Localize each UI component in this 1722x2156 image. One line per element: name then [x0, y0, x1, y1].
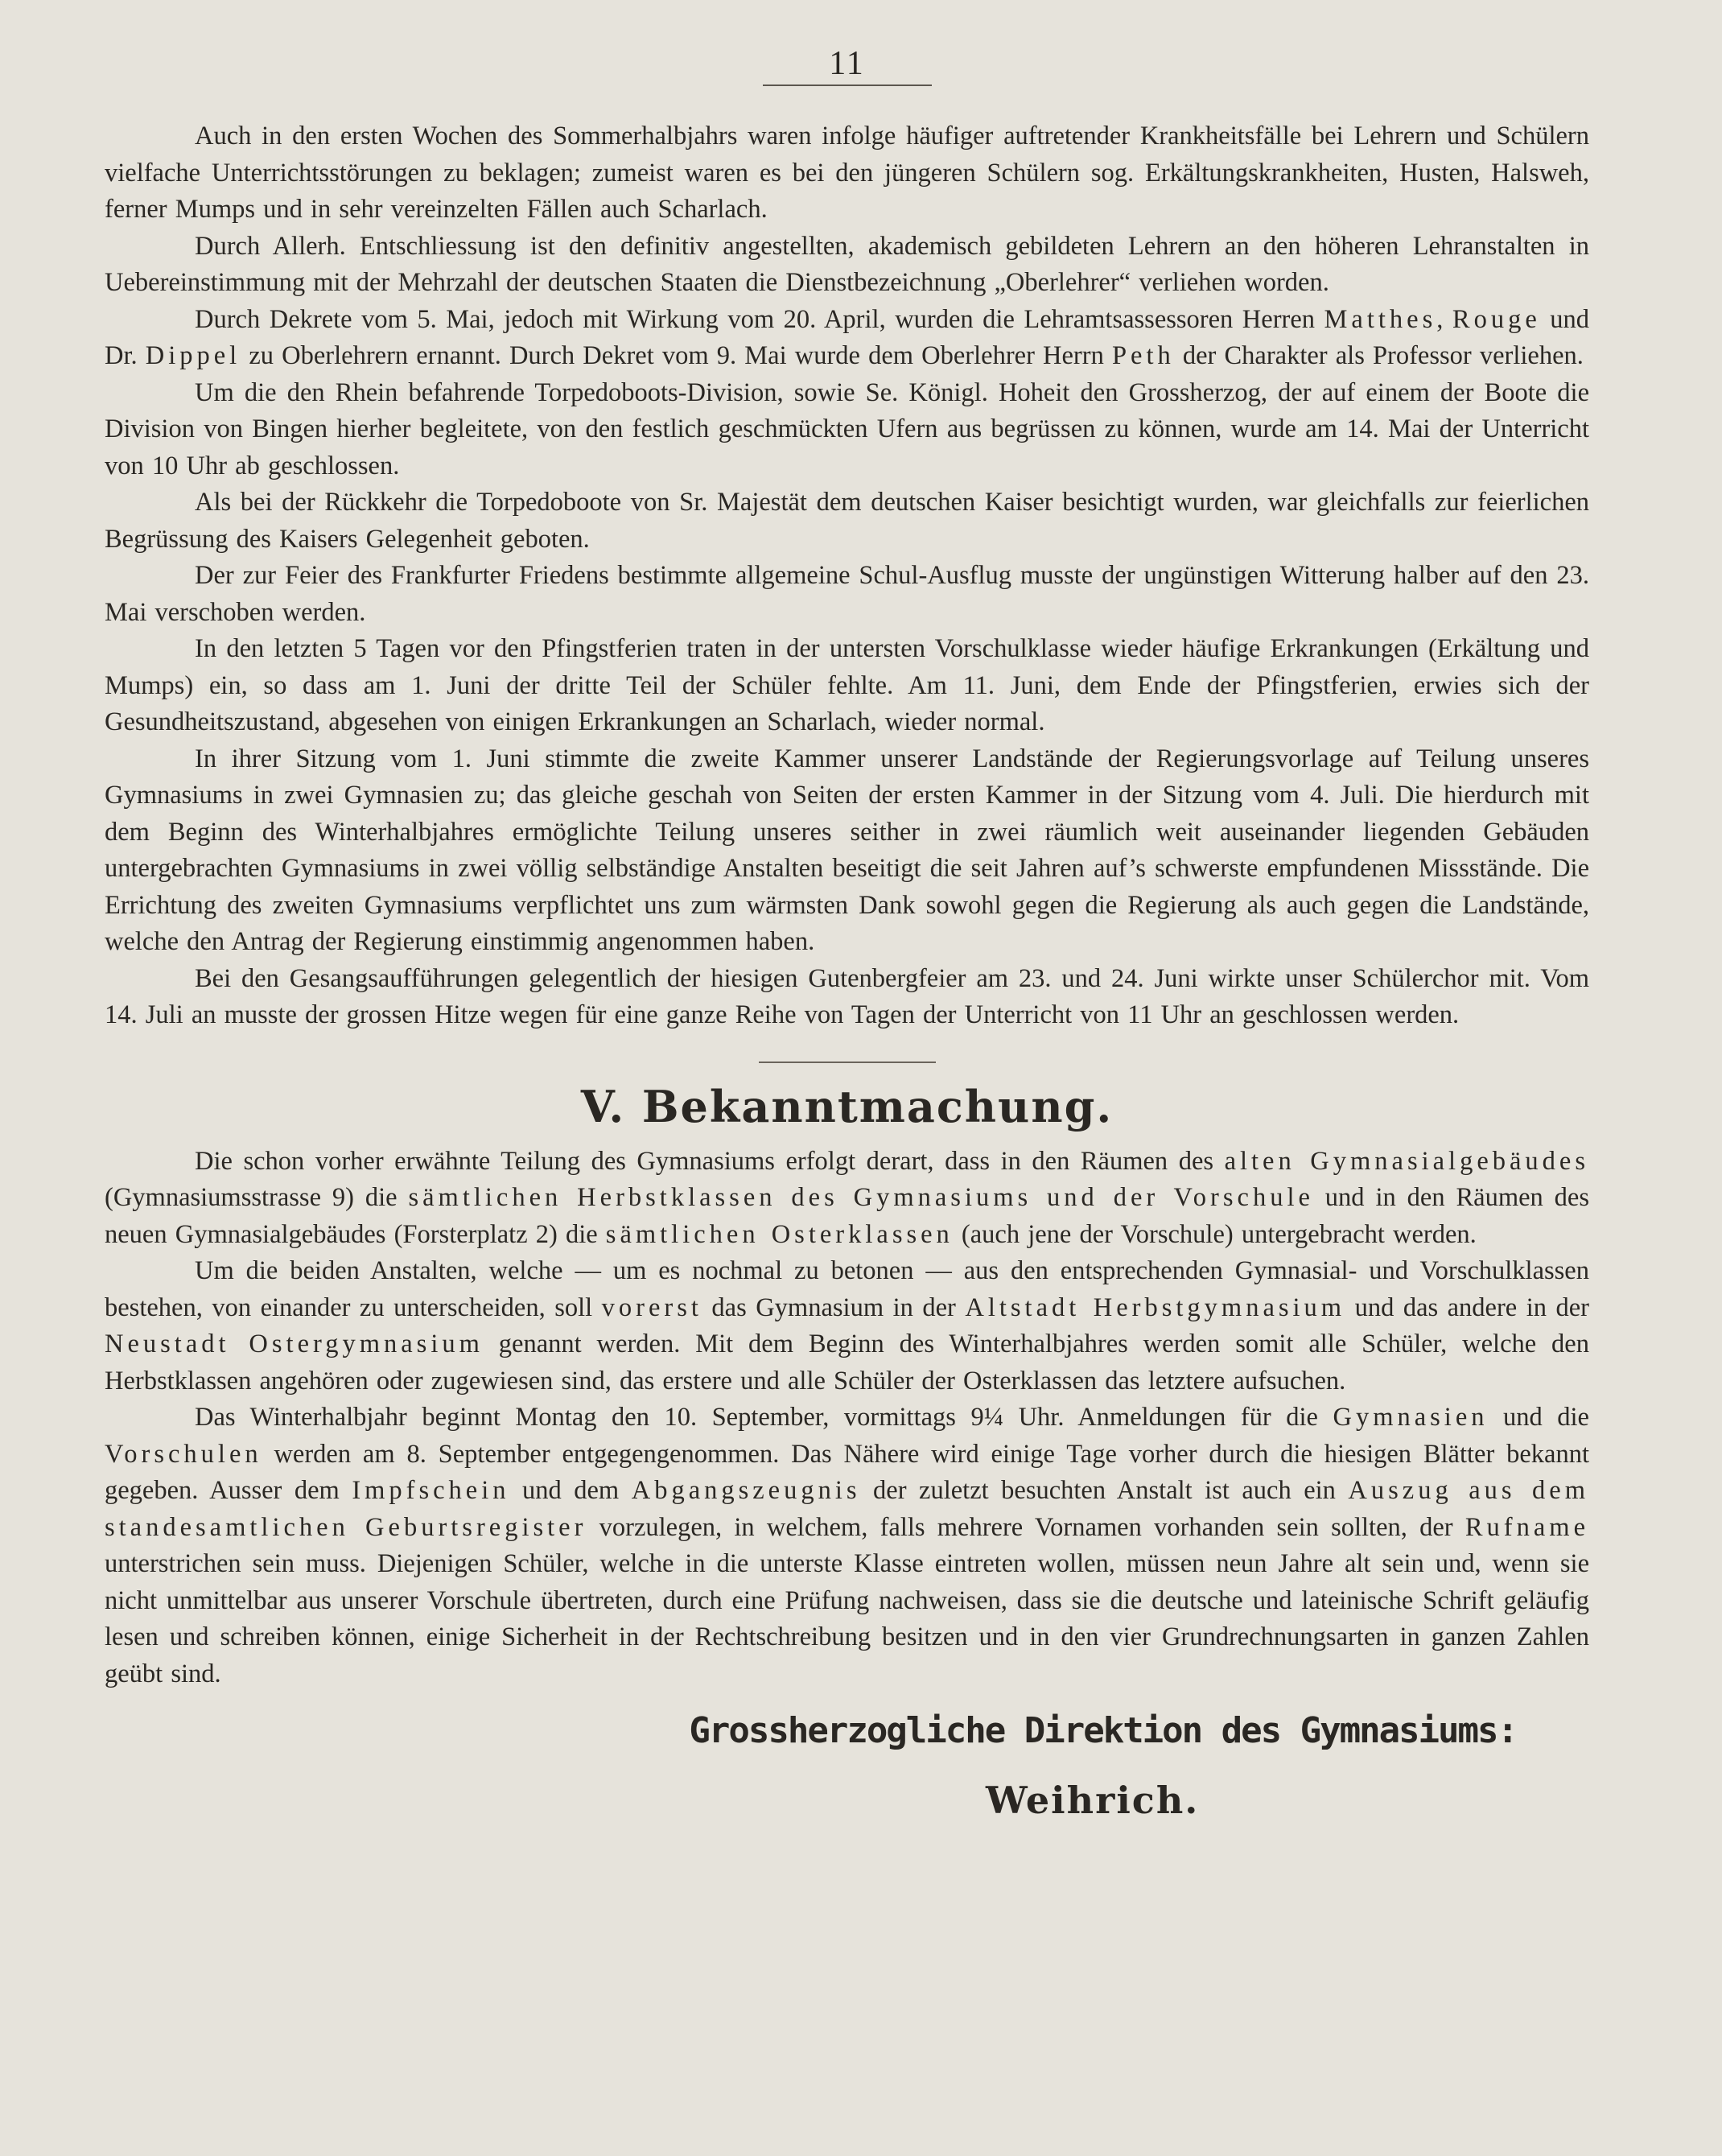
section-chronicle [105, 118, 1589, 1034]
spaced-text: Rufname [1465, 1512, 1589, 1542]
signature-block [105, 1710, 1589, 1822]
section-divider [759, 1062, 936, 1063]
paragraph-pentecost: In den letzten 5 Tagen vor den Pfingstferien traten in der untersten Vorschulklasse wieder häufige Erkrankungen (Erkältung und Mumps) ein, so dass am 1. Juni der dritte Teil der Schüler fehlte. Am 11. Juni, dem Ende der Pfingstferien, erwies sich der Gesundheitszustand, abgesehen von einigen Erkrankungen an Scharlach, wieder normal. [105, 634, 1589, 736]
paragraph-oberlehrer: Durch Allerh. Entschliessung ist den definitiv angestellten, akademisch gebildeten Lehrern an den höheren Lehranstalten in Uebereinstimmung mit der Mehrzahl der deutschen Staaten die Dienstbezeichnung „Oberlehrer“ verliehen worden. [105, 231, 1589, 297]
spaced-name: Matthes [1324, 304, 1437, 334]
spaced-text: sämtlichen Herbstklassen des Gymnasiums und der Vorschule [408, 1183, 1314, 1212]
paragraph-appointments: Durch Dekrete vom 5. Mai, jedoch mit Wirkung vom 20. April, wurden die Lehramtsassessoren Herren Matthes, Rouge und Dr. Dippel zu Oberlehrern ernannt. Durch Dekret vom 9. Mai wurde dem Oberlehrer Herrn Peth der Charakter als Professor verliehen. [105, 304, 1590, 370]
spaced-text: Auszug aus dem standesamtlichen Geburtsregister [105, 1476, 1589, 1542]
spaced-name: Peth [1111, 341, 1175, 370]
paragraph-torpedo: Um die den Rhein befahrende Torpedoboots-Division, sowie Se. Königl. Hoheit den Grossherzog, der auf einem der Boote die Division von Bingen hierher begleitete, von den festlich geschmückten Ufern aus begrüssen zu können, wurde am 14. Mai der Unterricht von 10 Uhr ab geschlossen. [105, 377, 1589, 480]
spaced-text: vorerst [601, 1292, 702, 1322]
section-heading: V. Bekanntmachung. [580, 1080, 1114, 1132]
spaced-text: Gymnasien [1333, 1403, 1489, 1432]
spaced-name: Rouge [1452, 304, 1541, 334]
paragraph-names: Um die beiden Anstalten, welche — um es nochmal zu betonen — aus den entsprechenden Gymnasial- und Vorschulklassen bestehen, von einander zu unterscheiden, soll vorerst das Gymnasium in der Altstadt Herbstgymnasium und das andere in der Neustadt Ostergymnasium genannt werden. Mit dem Beginn des Winterhalbjahres werden somit alle Schüler, welche den Herbstklassen angehören oder zugewiesen sind, das erstere und alle Schüler der Osterklassen das letztere aufsuchen. [105, 1256, 1589, 1395]
header-rule [763, 85, 932, 86]
paragraph-registration: Das Winterhalbjahr beginnt Montag den 10. September, vormittags 9¼ Uhr. Anmeldungen für die Gymnasien und die Vorschulen werden am 8. September entgegengenommen. Das Nähere wird einige Tage vorher durch die hiesigen Blätter bekannt gegeben. Ausser dem Impfschein und dem Abgangszeugnis der zuletzt besuchten Anstalt ist auch ein Auszug aus dem standesamtlichen Geburtsregister vorzulegen, in welchem, falls mehrere Vornamen vorhanden sein sollten, der Rufname unterstrichen sein muss. Diejenigen Schüler, welche in die unterste Klasse eintreten wollen, müssen neun Jahre alt sein und, wenn sie nicht unmittelbar aus unserer Vorschule übertreten, durch eine Prüfung nachweisen, dass sie die deutsche und lateinische Schrift geläufig lesen und schreiben können, einige Sicherheit in der Rechtschreibung besitzen und in den vier Grundrechnungsarten in ganzen Zahlen geübt sind. [105, 1403, 1589, 1688]
spaced-text: Abgangszeugnis [631, 1476, 861, 1505]
spaced-text: alten Gymnasialgebäudes [1224, 1146, 1590, 1176]
section-announcement [105, 1081, 1589, 1693]
spaced-text: Impfschein [352, 1476, 510, 1505]
spaced-text: sämtlichen Osterklassen [605, 1219, 954, 1249]
paragraph-buildings: Die schon vorher erwähnte Teilung des Gymnasiums erfolgt derart, dass in den Räumen des alten Gymnasialgebäudes (Gymnasiumsstrasse 9) die sämtlichen Herbstklassen des Gymnasiums und der Vorschule und in den Räumen des neuen Gymnasialgebäudes (Forsterplatz 2) die sämtlichen Osterklassen (auch jene der Vorschule) untergebracht werden. [105, 1146, 1590, 1249]
paragraph-excursion: Der zur Feier des Frankfurter Friedens bestimmte allgemeine Schul-Ausflug musste der ungünstigen Witterung halber auf den 23. Mai verschoben werden. [105, 561, 1589, 627]
direction-line: Grossherzogliche Direktion des Gymnasiums: [689, 1710, 1517, 1751]
spaced-text: Vorschulen [105, 1439, 262, 1469]
paragraph-choir: Bei den Gesangsaufführungen gelegentlich der hiesigen Gutenbergfeier am 23. und 24. Juni wirkte unser Schülerchor mit. Vom 14. Juli an musste der grossen Hitze wegen für eine ganze Reihe von Tagen der Unterricht von 11 Uhr an geschlossen werden. [105, 963, 1589, 1029]
paragraph-division: In ihrer Sitzung vom 1. Juni stimmte die zweite Kammer unserer Landstände der Regierungsvorlage auf Teilung unseres Gymnasiums in zwei Gymnasien zu; das gleiche geschah von Seiten der ersten Kammer in der Sitzung vom 4. Juli. Die hierdurch mit dem Beginn des Winterhalbjahres ermöglichte Teilung unseres seither in zwei räumlich weit auseinander liegenden Gebäuden untergebrachten Gymnasiums in zwei völlig selbständige Anstalten beseitigt die seit Jahren auf’s schwerste empfundenen Missstände. Die Errichtung des zweiten Gymnasiums verpflichtet uns zum wärmsten Dank sowohl gegen die Regierung als auch gegen die Landstände, welche den Antrag der Regierung einstimmig angenommen haben. [105, 744, 1589, 956]
spaced-name: Dippel [145, 341, 241, 370]
spaced-text: Neustadt Ostergymnasium [105, 1329, 484, 1358]
signer-name: Weihrich. [986, 1779, 1200, 1822]
page-number: 11 [829, 45, 865, 82]
spaced-text: Altstadt Herbstgymnasium [965, 1292, 1346, 1322]
paragraph-illness: Auch in den ersten Wochen des Sommerhalbjahrs waren infolge häufiger auftretender Krankheitsfälle bei Lehrern und Schülern vielfache Unterrichtsstörungen zu beklagen; zumeist waren es bei den jüngeren Schülern sog. Erkältungskrankheiten, Husten, Halsweh, ferner Mumps und in sehr vereinzelten Fällen auch Scharlach. [105, 122, 1589, 224]
paragraph-kaiser: Als bei der Rückkehr die Torpedoboote von Sr. Majestät dem deutschen Kaiser besichtigt wurden, war gleichfalls zur feierlichen Begrüssung des Kaisers Gelegenheit geboten. [105, 488, 1589, 554]
